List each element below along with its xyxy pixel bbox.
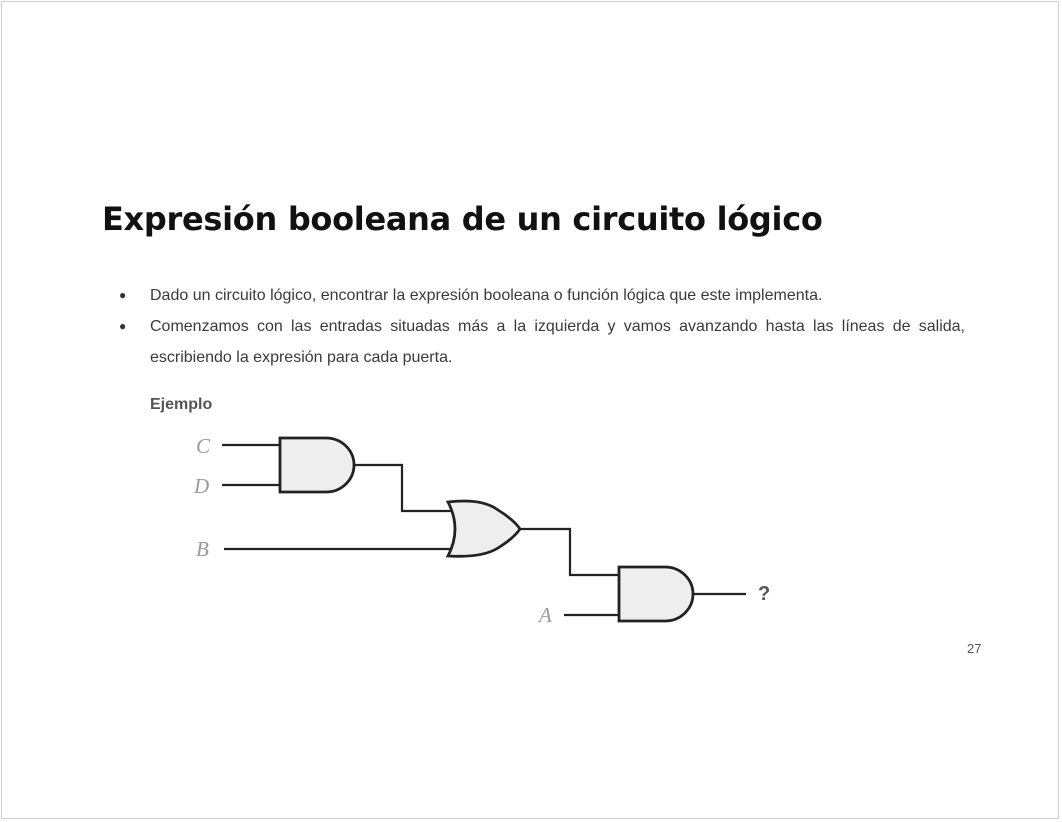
bullet-dot-icon: ● <box>119 319 127 333</box>
bullet-dot-icon: ● <box>119 288 127 302</box>
wire-or-and2 <box>520 529 619 575</box>
logic-circuit-diagram <box>182 422 802 632</box>
wire-and1-or <box>354 465 453 511</box>
bullet-text: Dado un circuito lógico, encontrar la expresión booleana o función lógica que este implementa. <box>150 287 823 304</box>
input-label-c: C <box>196 434 211 458</box>
bullet-text: Comenzamos con las entradas situadas más a la izquierda y vamos avanzando hasta las líneas de salida, escribiendo la expresión para cada puerta. <box>150 318 965 366</box>
slide-title: Expresión booleana de un circuito lógico <box>102 200 823 238</box>
slide <box>1 1 1059 819</box>
bullet-item <box>115 311 965 373</box>
input-label-b: B <box>196 537 209 561</box>
page-number: 27 <box>967 641 982 656</box>
example-label: Ejemplo <box>150 396 213 413</box>
and-gate-1 <box>280 438 354 492</box>
input-label-a: A <box>539 603 552 627</box>
input-label-d: D <box>194 474 210 498</box>
output-label: ? <box>758 583 771 605</box>
bullet-list <box>115 280 965 373</box>
or-gate <box>448 501 520 556</box>
and-gate-2 <box>619 567 693 621</box>
bullet-item <box>115 280 965 311</box>
